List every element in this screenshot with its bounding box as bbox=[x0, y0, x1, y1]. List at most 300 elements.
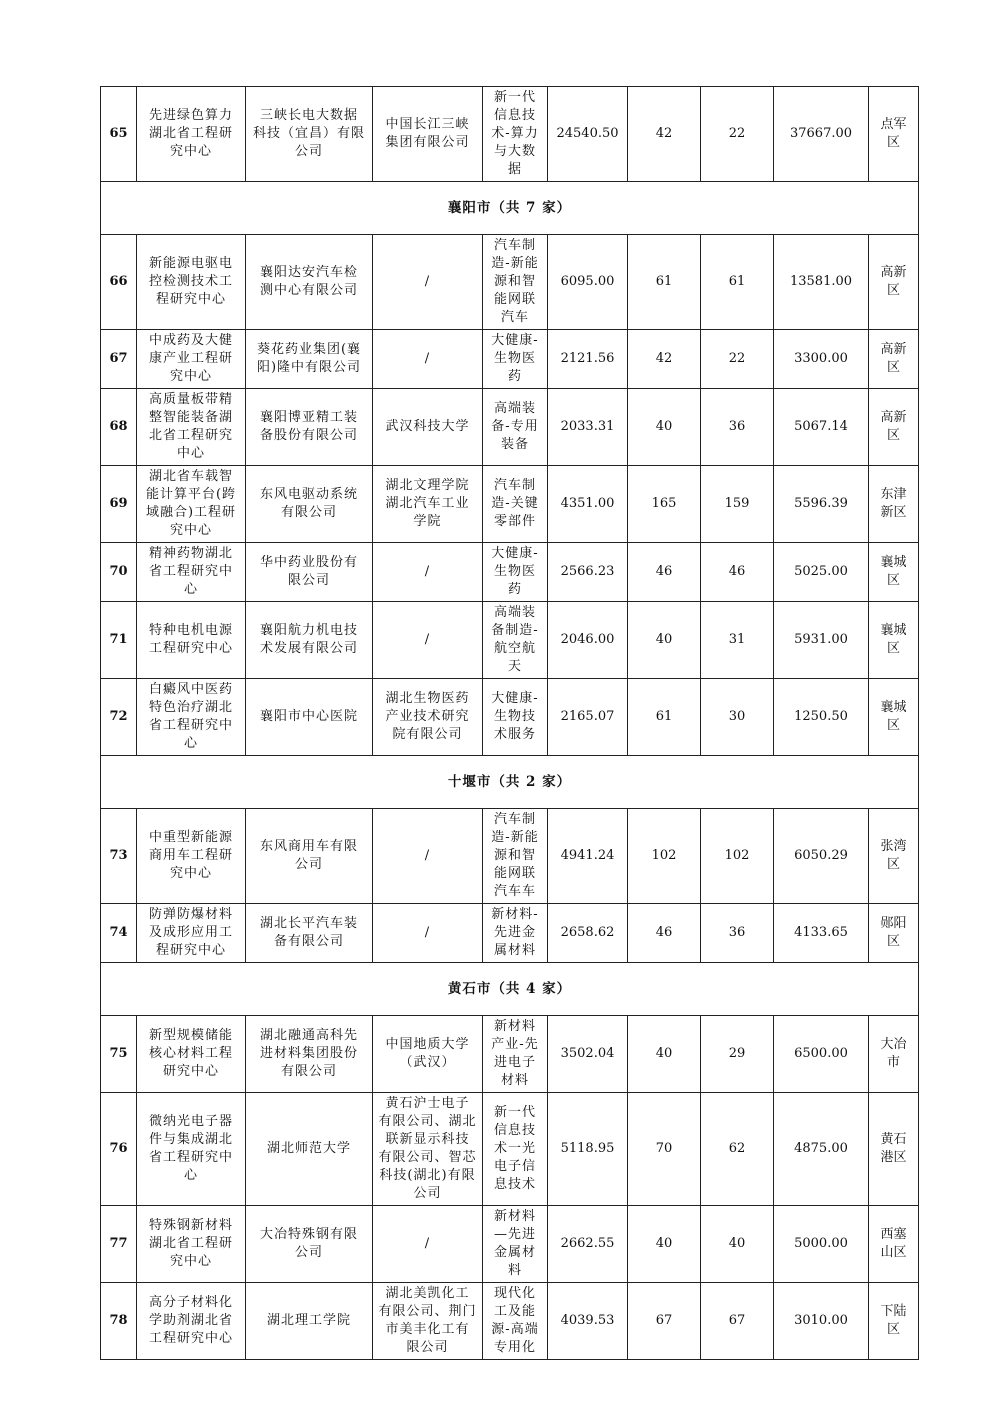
investment-value-cell bbox=[548, 87, 628, 182]
industry-field: 汽车制 造-新能 源和智 能网联 汽车车 bbox=[491, 812, 539, 899]
industry-field: 汽车制 造-新能 源和智 能网联 汽车 bbox=[491, 238, 539, 325]
staff-count: 46 bbox=[655, 925, 673, 940]
center-name: 中成药及大健 康产业工程研 究中心 bbox=[148, 333, 233, 384]
investment-value-cell bbox=[548, 1283, 628, 1360]
section-title: 襄阳市（共 7 家） bbox=[101, 182, 919, 235]
investment-value-cell bbox=[548, 904, 628, 963]
district-cell bbox=[869, 330, 919, 389]
section-title: 黄石市（共 4 家） bbox=[101, 963, 919, 1016]
researcher-count: 36 bbox=[728, 925, 746, 940]
host-unit: 东风商用车有限 公司 bbox=[259, 839, 358, 872]
revenue-value-cell bbox=[774, 543, 869, 602]
staff-count: 61 bbox=[655, 709, 673, 724]
industry-field: 现代化 工及能 源-高端 专用化 bbox=[491, 1286, 539, 1355]
partner-unit: 湖北生物医药 产业技术研究 院有限公司 bbox=[385, 691, 470, 742]
staff-count: 61 bbox=[655, 274, 673, 289]
district: 大冶 市 bbox=[880, 1037, 907, 1070]
investment-value-cell bbox=[548, 330, 628, 389]
researcher-count: 46 bbox=[728, 564, 746, 579]
staff-count: 46 bbox=[655, 564, 673, 579]
district-cell bbox=[869, 235, 919, 330]
staff-count-cell bbox=[628, 330, 701, 389]
investment-value-cell bbox=[548, 809, 628, 904]
researcher-count: 67 bbox=[728, 1313, 746, 1328]
center-name: 白癜风中医药 特色治疗湖北 省工程研究中 心 bbox=[148, 682, 233, 751]
district: 下陆 区 bbox=[880, 1304, 907, 1337]
center-name: 新能源电驱电 控检测技术工 程研究中心 bbox=[148, 256, 233, 307]
revenue-value: 1250.50 bbox=[794, 709, 848, 724]
investment-value: 2033.31 bbox=[560, 419, 615, 434]
section-header-row bbox=[101, 963, 919, 1016]
researcher-count: 159 bbox=[724, 496, 750, 511]
investment-value: 6095.00 bbox=[560, 274, 615, 289]
industry-field: 新材料- 先进金 属材料 bbox=[491, 907, 539, 958]
revenue-value: 13581.00 bbox=[789, 274, 853, 289]
row-number-cell bbox=[101, 1093, 137, 1206]
partner-unit-cell bbox=[373, 389, 483, 466]
district-cell bbox=[869, 809, 919, 904]
partner-unit-cell bbox=[373, 330, 483, 389]
industry-field: 大健康- 生物技 术服务 bbox=[491, 691, 539, 742]
district: 东津 新区 bbox=[880, 487, 907, 520]
partner-unit: 黄石沪士电子 有限公司、湖北 联新显示科技 有限公司、智芯 科技(湖北)有限 公司 bbox=[378, 1096, 477, 1201]
district-cell bbox=[869, 87, 919, 182]
district-cell bbox=[869, 904, 919, 963]
table-row bbox=[101, 466, 919, 543]
district-cell bbox=[869, 602, 919, 679]
host-unit: 襄阳航力机电技 术发展有限公司 bbox=[259, 623, 358, 656]
district-cell bbox=[869, 679, 919, 756]
center-name-cell bbox=[137, 235, 246, 330]
row-number: 73 bbox=[109, 848, 128, 863]
section-header-row bbox=[101, 182, 919, 235]
partner-unit-cell bbox=[373, 466, 483, 543]
investment-value-cell bbox=[548, 389, 628, 466]
partner-unit-cell bbox=[373, 904, 483, 963]
researcher-count: 36 bbox=[728, 419, 746, 434]
investment-value-cell bbox=[548, 1016, 628, 1093]
investment-value-cell bbox=[548, 543, 628, 602]
host-unit: 三峡长电大数据 科技（宜昌）有限 公司 bbox=[252, 108, 365, 159]
revenue-value: 5000.00 bbox=[794, 1236, 848, 1251]
table-row bbox=[101, 543, 919, 602]
partner-unit: / bbox=[424, 1236, 431, 1251]
staff-count-cell bbox=[628, 543, 701, 602]
revenue-value-cell bbox=[774, 1093, 869, 1206]
district-cell bbox=[869, 1016, 919, 1093]
host-unit-cell bbox=[246, 679, 373, 756]
revenue-value-cell bbox=[774, 389, 869, 466]
industry-field-cell bbox=[483, 1093, 548, 1206]
centers-table bbox=[100, 86, 919, 1360]
researcher-count: 40 bbox=[728, 1236, 746, 1251]
revenue-value: 5067.14 bbox=[794, 419, 848, 434]
table-row bbox=[101, 602, 919, 679]
revenue-value: 5025.00 bbox=[794, 564, 848, 579]
row-number-cell bbox=[101, 602, 137, 679]
industry-field-cell bbox=[483, 1016, 548, 1093]
staff-count-cell bbox=[628, 1016, 701, 1093]
staff-count: 40 bbox=[655, 419, 673, 434]
industry-field: 大健康- 生物医 药 bbox=[491, 546, 539, 597]
investment-value: 4941.24 bbox=[560, 848, 615, 863]
revenue-value: 6050.29 bbox=[794, 848, 848, 863]
staff-count: 40 bbox=[655, 1236, 673, 1251]
partner-unit: / bbox=[424, 564, 431, 579]
center-name-cell bbox=[137, 1206, 246, 1283]
industry-field: 新一代 信息技 术一光 电子信 息技术 bbox=[493, 1105, 536, 1192]
staff-count: 42 bbox=[655, 126, 673, 141]
revenue-value-cell bbox=[774, 602, 869, 679]
industry-field-cell bbox=[483, 809, 548, 904]
table-row bbox=[101, 1283, 919, 1360]
district: 西塞 山区 bbox=[880, 1227, 907, 1260]
partner-unit: 中国地质大学 （武汉） bbox=[385, 1037, 470, 1070]
investment-value-cell bbox=[548, 602, 628, 679]
revenue-value-cell bbox=[774, 87, 869, 182]
researcher-count: 30 bbox=[728, 709, 746, 724]
researcher-count-cell bbox=[701, 904, 774, 963]
host-unit: 襄阳达安汽车检 测中心有限公司 bbox=[259, 265, 358, 298]
revenue-value-cell bbox=[774, 809, 869, 904]
district: 点军 区 bbox=[880, 117, 907, 150]
researcher-count-cell bbox=[701, 330, 774, 389]
host-unit: 华中药业股份有 限公司 bbox=[259, 555, 358, 588]
host-unit-cell bbox=[246, 1093, 373, 1206]
staff-count: 67 bbox=[655, 1313, 673, 1328]
center-name-cell bbox=[137, 1016, 246, 1093]
district: 襄城 区 bbox=[880, 700, 907, 733]
staff-count-cell bbox=[628, 389, 701, 466]
district: 襄城 区 bbox=[880, 623, 907, 656]
industry-field-cell bbox=[483, 466, 548, 543]
staff-count: 102 bbox=[651, 848, 677, 863]
investment-value: 2662.55 bbox=[560, 1236, 615, 1251]
revenue-value-cell bbox=[774, 679, 869, 756]
center-name-cell bbox=[137, 679, 246, 756]
industry-field: 高端装 备制造- 航空航 天 bbox=[491, 605, 539, 674]
partner-unit: / bbox=[424, 632, 431, 647]
partner-unit: / bbox=[424, 351, 431, 366]
host-unit-cell bbox=[246, 602, 373, 679]
staff-count: 40 bbox=[655, 1046, 673, 1061]
center-name: 高分子材料化 学助剂湖北省 工程研究中心 bbox=[148, 1295, 233, 1346]
partner-unit-cell bbox=[373, 235, 483, 330]
center-name-cell bbox=[137, 87, 246, 182]
partner-unit-cell bbox=[373, 87, 483, 182]
researcher-count-cell bbox=[701, 679, 774, 756]
revenue-value: 37667.00 bbox=[789, 126, 853, 141]
partner-unit-cell bbox=[373, 1283, 483, 1360]
revenue-value: 5596.39 bbox=[794, 496, 848, 511]
center-name-cell bbox=[137, 466, 246, 543]
center-name-cell bbox=[137, 602, 246, 679]
row-number: 65 bbox=[109, 126, 128, 141]
staff-count-cell bbox=[628, 809, 701, 904]
host-unit: 大冶特殊钢有限 公司 bbox=[259, 1227, 358, 1260]
row-number: 74 bbox=[109, 925, 128, 940]
row-number: 70 bbox=[109, 564, 128, 579]
center-name: 防弹防爆材料 及成形应用工 程研究中心 bbox=[148, 907, 233, 958]
host-unit-cell bbox=[246, 543, 373, 602]
host-unit-cell bbox=[246, 235, 373, 330]
center-name: 微纳光电子器 件与集成湖北 省工程研究中 心 bbox=[148, 1114, 233, 1183]
row-number-cell bbox=[101, 1206, 137, 1283]
revenue-value: 4875.00 bbox=[794, 1141, 848, 1156]
center-name-cell bbox=[137, 330, 246, 389]
row-number-cell bbox=[101, 1283, 137, 1360]
investment-value: 2566.23 bbox=[560, 564, 615, 579]
table-row bbox=[101, 87, 919, 182]
industry-field: 新材料 产业-先 进电子 材料 bbox=[491, 1019, 539, 1088]
staff-count-cell bbox=[628, 904, 701, 963]
revenue-value: 6500.00 bbox=[794, 1046, 848, 1061]
partner-unit-cell bbox=[373, 809, 483, 904]
industry-field-cell bbox=[483, 543, 548, 602]
partner-unit-cell bbox=[373, 543, 483, 602]
center-name: 湖北省车载智 能计算平台(跨 域融合)工程研 究中心 bbox=[145, 469, 237, 538]
industry-field-cell bbox=[483, 1206, 548, 1283]
table-row bbox=[101, 330, 919, 389]
researcher-count-cell bbox=[701, 809, 774, 904]
district-cell bbox=[869, 1283, 919, 1360]
investment-value: 2121.56 bbox=[560, 351, 615, 366]
host-unit: 葵花药业集团(襄 阳)隆中有限公司 bbox=[256, 342, 362, 375]
investment-value: 2046.00 bbox=[560, 632, 615, 647]
revenue-value-cell bbox=[774, 330, 869, 389]
partner-unit: 武汉科技大学 bbox=[385, 419, 470, 434]
partner-unit: / bbox=[424, 925, 431, 940]
industry-field: 新材料 —先进 金属材 料 bbox=[493, 1209, 536, 1278]
partner-unit-cell bbox=[373, 1093, 483, 1206]
staff-count: 165 bbox=[651, 496, 677, 511]
district: 黄石 港区 bbox=[880, 1132, 907, 1165]
district-cell bbox=[869, 543, 919, 602]
researcher-count-cell bbox=[701, 1283, 774, 1360]
industry-field: 新一代 信息技 术-算力 与大数 据 bbox=[491, 90, 539, 177]
district-cell bbox=[869, 466, 919, 543]
staff-count-cell bbox=[628, 87, 701, 182]
row-number: 75 bbox=[109, 1046, 128, 1061]
row-number-cell bbox=[101, 1016, 137, 1093]
staff-count: 40 bbox=[655, 632, 673, 647]
district-cell bbox=[869, 1206, 919, 1283]
row-number: 78 bbox=[109, 1313, 128, 1328]
row-number-cell bbox=[101, 330, 137, 389]
investment-value: 4039.53 bbox=[560, 1313, 615, 1328]
host-unit-cell bbox=[246, 904, 373, 963]
row-number: 72 bbox=[109, 709, 128, 724]
partner-unit: / bbox=[424, 274, 431, 289]
row-number: 66 bbox=[109, 274, 128, 289]
staff-count-cell bbox=[628, 235, 701, 330]
host-unit: 襄阳市中心医院 bbox=[259, 709, 358, 724]
table-body bbox=[101, 87, 919, 1360]
row-number-cell bbox=[101, 235, 137, 330]
industry-field: 高端装 备-专用 装备 bbox=[491, 401, 539, 452]
industry-field-cell bbox=[483, 904, 548, 963]
staff-count: 70 bbox=[655, 1141, 673, 1156]
district: 郧阳 区 bbox=[880, 916, 907, 949]
researcher-count-cell bbox=[701, 543, 774, 602]
researcher-count: 61 bbox=[728, 274, 746, 289]
row-number-cell bbox=[101, 389, 137, 466]
revenue-value-cell bbox=[774, 235, 869, 330]
researcher-count: 22 bbox=[728, 351, 746, 366]
host-unit: 湖北长平汽车装 备有限公司 bbox=[259, 916, 358, 949]
host-unit: 襄阳博亚精工装 备股份有限公司 bbox=[259, 410, 358, 443]
investment-value-cell bbox=[548, 235, 628, 330]
researcher-count-cell bbox=[701, 466, 774, 543]
row-number-cell bbox=[101, 809, 137, 904]
partner-unit-cell bbox=[373, 602, 483, 679]
industry-field-cell bbox=[483, 330, 548, 389]
district: 高新 区 bbox=[880, 342, 907, 375]
section-title: 十堰市（共 2 家） bbox=[101, 756, 919, 809]
investment-value: 2165.07 bbox=[560, 709, 615, 724]
researcher-count-cell bbox=[701, 1093, 774, 1206]
center-name-cell bbox=[137, 1283, 246, 1360]
center-name-cell bbox=[137, 543, 246, 602]
table-row bbox=[101, 1206, 919, 1283]
row-number: 77 bbox=[109, 1236, 128, 1251]
revenue-value-cell bbox=[774, 1283, 869, 1360]
table-row bbox=[101, 679, 919, 756]
investment-value: 24540.50 bbox=[556, 126, 619, 141]
center-name: 特殊钢新材料 湖北省工程研 究中心 bbox=[148, 1218, 233, 1269]
table-row bbox=[101, 809, 919, 904]
researcher-count-cell bbox=[701, 389, 774, 466]
revenue-value-cell bbox=[774, 1016, 869, 1093]
row-number: 67 bbox=[109, 351, 128, 366]
partner-unit: 中国长江三峡 集团有限公司 bbox=[385, 117, 470, 150]
industry-field: 汽车制 造-关键 零部件 bbox=[491, 478, 539, 529]
host-unit-cell bbox=[246, 809, 373, 904]
row-number-cell bbox=[101, 679, 137, 756]
center-name: 新型规模储能 核心材料工程 研究中心 bbox=[148, 1028, 233, 1079]
center-name-cell bbox=[137, 904, 246, 963]
host-unit: 湖北理工学院 bbox=[266, 1313, 351, 1328]
revenue-value: 3300.00 bbox=[794, 351, 848, 366]
host-unit: 东风电驱动系统 有限公司 bbox=[259, 487, 358, 520]
row-number: 76 bbox=[109, 1141, 128, 1156]
row-number: 68 bbox=[109, 419, 128, 434]
revenue-value: 4133.65 bbox=[794, 925, 848, 940]
center-name-cell bbox=[137, 1093, 246, 1206]
staff-count-cell bbox=[628, 1206, 701, 1283]
industry-field-cell bbox=[483, 1283, 548, 1360]
partner-unit-cell bbox=[373, 1016, 483, 1093]
district: 高新 区 bbox=[880, 410, 907, 443]
researcher-count-cell bbox=[701, 87, 774, 182]
researcher-count-cell bbox=[701, 1016, 774, 1093]
table-row bbox=[101, 235, 919, 330]
staff-count-cell bbox=[628, 679, 701, 756]
industry-field-cell bbox=[483, 235, 548, 330]
row-number: 71 bbox=[109, 632, 128, 647]
partner-unit-cell bbox=[373, 1206, 483, 1283]
partner-unit: 湖北文理学院 湖北汽车工业 学院 bbox=[385, 478, 470, 529]
row-number: 69 bbox=[109, 496, 128, 511]
partner-unit-cell bbox=[373, 679, 483, 756]
row-number-cell bbox=[101, 543, 137, 602]
industry-field: 大健康- 生物医 药 bbox=[491, 333, 539, 384]
row-number-cell bbox=[101, 904, 137, 963]
host-unit-cell bbox=[246, 87, 373, 182]
revenue-value-cell bbox=[774, 466, 869, 543]
staff-count-cell bbox=[628, 1093, 701, 1206]
industry-field-cell bbox=[483, 602, 548, 679]
host-unit: 湖北融通高科先 进材料集团股份 有限公司 bbox=[259, 1028, 358, 1079]
staff-count-cell bbox=[628, 1283, 701, 1360]
section-header-row bbox=[101, 756, 919, 809]
row-number-cell bbox=[101, 466, 137, 543]
investment-value: 5118.95 bbox=[560, 1141, 615, 1156]
researcher-count: 29 bbox=[728, 1046, 746, 1061]
table-row bbox=[101, 1016, 919, 1093]
table-row bbox=[101, 1093, 919, 1206]
row-number-cell bbox=[101, 87, 137, 182]
investment-value: 2658.62 bbox=[560, 925, 615, 940]
host-unit-cell bbox=[246, 1206, 373, 1283]
host-unit-cell bbox=[246, 466, 373, 543]
revenue-value: 3010.00 bbox=[794, 1313, 848, 1328]
host-unit: 湖北师范大学 bbox=[266, 1141, 351, 1156]
host-unit-cell bbox=[246, 1283, 373, 1360]
researcher-count: 102 bbox=[724, 848, 750, 863]
district: 襄城 区 bbox=[880, 555, 907, 588]
center-name: 中重型新能源 商用车工程研 究中心 bbox=[148, 830, 233, 881]
investment-value: 4351.00 bbox=[560, 496, 615, 511]
staff-count-cell bbox=[628, 466, 701, 543]
industry-field-cell bbox=[483, 87, 548, 182]
table-row bbox=[101, 904, 919, 963]
investment-value: 3502.04 bbox=[560, 1046, 615, 1061]
host-unit-cell bbox=[246, 389, 373, 466]
center-name: 精神药物湖北 省工程研究中 心 bbox=[148, 546, 233, 597]
researcher-count-cell bbox=[701, 602, 774, 679]
investment-value-cell bbox=[548, 1093, 628, 1206]
investment-value-cell bbox=[548, 466, 628, 543]
center-name: 高质量板带精 整智能装备湖 北省工程研究 中心 bbox=[148, 392, 233, 461]
host-unit-cell bbox=[246, 1016, 373, 1093]
researcher-count: 62 bbox=[728, 1141, 746, 1156]
investment-value-cell bbox=[548, 1206, 628, 1283]
researcher-count-cell bbox=[701, 235, 774, 330]
district: 高新 区 bbox=[880, 265, 907, 298]
center-name-cell bbox=[137, 809, 246, 904]
table-row bbox=[101, 389, 919, 466]
industry-field-cell bbox=[483, 389, 548, 466]
industry-field-cell bbox=[483, 679, 548, 756]
partner-unit: 湖北美凯化工 有限公司、荆门 市美丰化工有 限公司 bbox=[378, 1286, 477, 1355]
investment-value-cell bbox=[548, 679, 628, 756]
staff-count-cell bbox=[628, 602, 701, 679]
host-unit-cell bbox=[246, 330, 373, 389]
researcher-count: 31 bbox=[728, 632, 746, 647]
revenue-value-cell bbox=[774, 904, 869, 963]
district-cell bbox=[869, 389, 919, 466]
researcher-count: 22 bbox=[728, 126, 746, 141]
staff-count: 42 bbox=[655, 351, 673, 366]
researcher-count-cell bbox=[701, 1206, 774, 1283]
center-name: 先进绿色算力 湖北省工程研 究中心 bbox=[148, 108, 233, 159]
revenue-value-cell bbox=[774, 1206, 869, 1283]
revenue-value: 5931.00 bbox=[794, 632, 848, 647]
partner-unit: / bbox=[424, 848, 431, 863]
district-cell bbox=[869, 1093, 919, 1206]
center-name: 特种电机电源 工程研究中心 bbox=[148, 623, 233, 656]
